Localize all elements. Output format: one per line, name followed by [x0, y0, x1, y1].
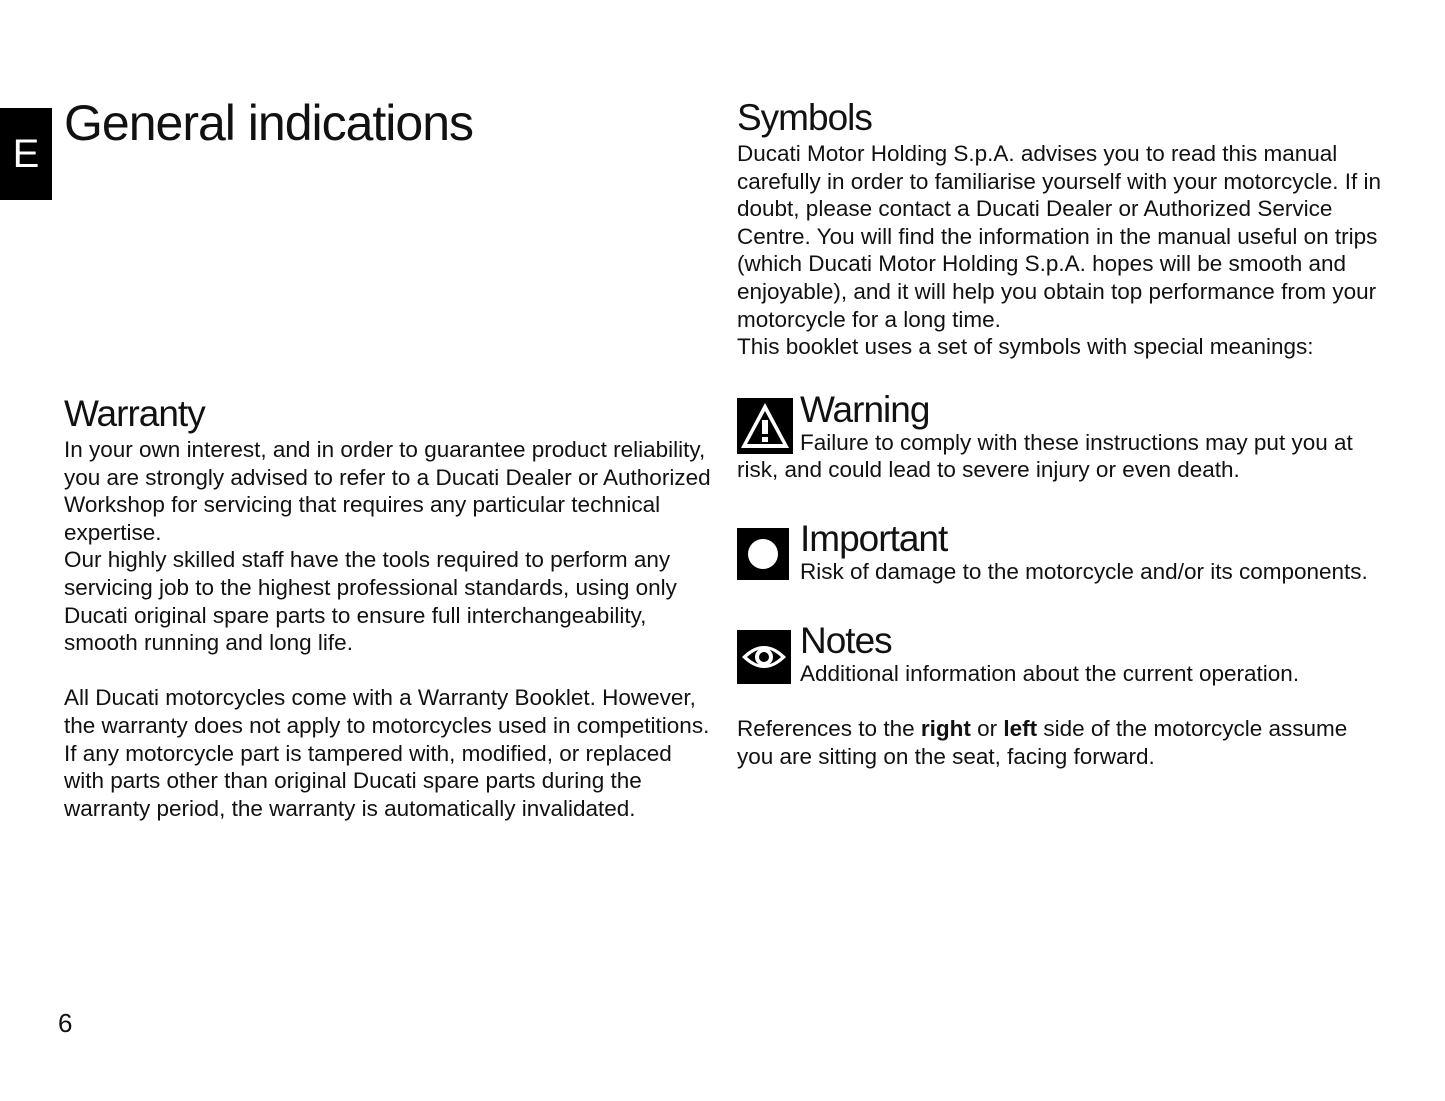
symbols-title: Symbols: [737, 97, 872, 138]
warranty-paragraph-2: Our highly skilled staff have the tools required to perform any servicing job to the highest professional standards, using only Ducati original spare parts to ensure full interchangeability, smooth running and long life.: [64, 547, 677, 656]
notes-text: Additional information about the current operation.: [800, 660, 1300, 686]
references-before: References to the: [737, 716, 921, 742]
warranty-paragraph-1: In your own interest, and in order to guarantee product reliability, you are strongly advised to refer to a Ducati Dealer or Authorized Workshop for servicing that requires any particular technical expertise.: [64, 437, 711, 545]
warranty-title: Warranty: [64, 393, 205, 434]
warranty-section: [64, 392, 714, 822]
notes-eye-icon: [737, 630, 791, 684]
important-title: Important: [800, 517, 948, 559]
warning-title: Warning: [800, 388, 930, 430]
page-title: General indications: [64, 95, 474, 151]
symbols-paragraph-1: Ducati Motor Holding S.p.A. advises you to read this manual carefully in order to familiarise yourself with your motorcycle. If in doubt, please contact a Ducati Dealer or Authorized Service Centre. You will find the information in the manual useful on trips (which Ducati Motor Holding S.p.A. hopes will be smooth and enjoyable), and it will help you obtain top performance from your motorcycle for a long time.: [737, 141, 1381, 332]
warning-text: Failure to comply with these instructions may put you at risk, and could lead to severe injury or even death.: [737, 429, 1353, 483]
important-block: [737, 517, 1387, 586]
symbols-section: [737, 96, 1387, 770]
references-middle: or: [970, 716, 1004, 742]
warning-triangle-icon: [737, 398, 793, 454]
references-text: [737, 715, 1387, 770]
language-tab: E: [0, 108, 52, 200]
references-left: left: [1003, 716, 1038, 742]
page-number: 6: [58, 1008, 73, 1038]
symbols-paragraph-2: This booklet uses a set of symbols with special meanings:: [737, 334, 1314, 360]
references-after: side of the motorcycle assume you are sitting on the seat, facing forward.: [737, 716, 1348, 769]
important-text: Risk of damage to the motorcycle and/or its components.: [800, 558, 1368, 584]
warranty-paragraph-3: All Ducati motorcycles come with a Warranty Booklet. However, the warranty does not apply to motorcycles used in competitions. If any motorcycle part is tampered with, modified, or replaced with parts other than original Ducati spare parts during the warranty period, the warranty is automatically invalidated.: [64, 685, 710, 821]
important-circle-icon: [737, 528, 789, 580]
notes-block: [737, 619, 1387, 688]
notes-title: Notes: [800, 619, 892, 661]
references-right: right: [920, 716, 971, 742]
warning-block: [737, 388, 1387, 484]
